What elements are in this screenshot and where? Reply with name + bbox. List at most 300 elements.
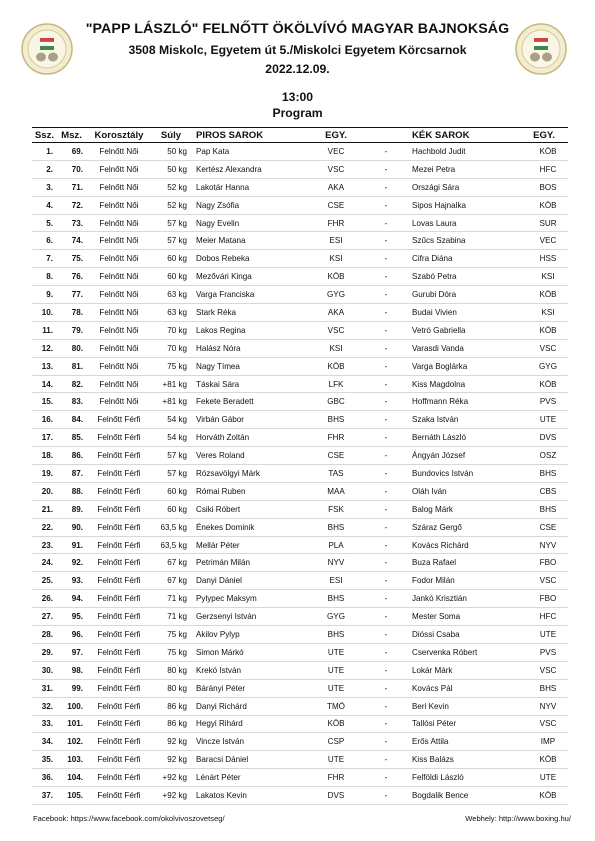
table-cell: - — [360, 661, 412, 679]
table-cell: CSP — [312, 733, 360, 751]
table-row — [32, 661, 568, 679]
table-cell: GYG — [520, 357, 568, 375]
table-cell: TMÖ — [312, 697, 360, 715]
table-cell: Rózsavölgyi Márk — [190, 465, 312, 483]
table-cell: Dobos Rebeka — [190, 250, 312, 268]
table-cell: 16. — [32, 411, 57, 429]
table-cell: GYG — [312, 608, 360, 626]
table-cell: Virbán Gábor — [190, 411, 312, 429]
table-cell: 4. — [32, 196, 57, 214]
table-cell: Bárányi Péter — [190, 679, 312, 697]
table-cell: Felnőtt Női — [86, 304, 152, 322]
table-cell: Lakatos Kevin — [190, 787, 312, 805]
table-cell: 85. — [57, 429, 86, 447]
table-cell: CSE — [520, 518, 568, 536]
table-cell: 20. — [32, 482, 57, 500]
table-cell: 50 kg — [152, 143, 190, 161]
table-cell: BHS — [520, 679, 568, 697]
table-cell: Dióssi Csaba — [412, 626, 520, 644]
table-cell: 67 kg — [152, 554, 190, 572]
table-cell: Felnőtt Férfi — [86, 429, 152, 447]
table-row — [32, 447, 568, 465]
table-row — [32, 518, 568, 536]
table-cell: Hachbold Judit — [412, 143, 520, 161]
table-cell: Felnőtt Női — [86, 196, 152, 214]
table-cell: BHS — [312, 590, 360, 608]
table-row — [32, 590, 568, 608]
table-cell: Száraz Gergő — [412, 518, 520, 536]
table-cell: 98. — [57, 661, 86, 679]
table-cell: - — [360, 572, 412, 590]
table-cell: - — [360, 429, 412, 447]
table-cell: 82. — [57, 375, 86, 393]
table-cell: 70 kg — [152, 321, 190, 339]
table-cell: PVS — [520, 393, 568, 411]
table-cell: 52 kg — [152, 196, 190, 214]
table-cell: IMP — [520, 733, 568, 751]
table-cell: Felnőtt Férfi — [86, 536, 152, 554]
table-cell: - — [360, 500, 412, 518]
table-row — [32, 268, 568, 286]
table-cell: Felnőtt Férfi — [86, 769, 152, 787]
table-cell: KÖB — [520, 143, 568, 161]
table-cell: Vetró Gabriella — [412, 321, 520, 339]
table-cell: 76. — [57, 268, 86, 286]
column-header: Ssz. — [32, 128, 57, 143]
table-cell: - — [360, 769, 412, 787]
table-cell: 74. — [57, 232, 86, 250]
table-cell: 94. — [57, 590, 86, 608]
table-cell: 3. — [32, 178, 57, 196]
table-cell: AKA — [312, 178, 360, 196]
table-cell: 27. — [32, 608, 57, 626]
table-row — [32, 500, 568, 518]
table-cell: Lénárt Péter — [190, 769, 312, 787]
table-cell: 102. — [57, 733, 86, 751]
table-cell: 28. — [32, 626, 57, 644]
column-header — [360, 128, 412, 143]
table-cell: Felnőtt Férfi — [86, 447, 152, 465]
table-cell: 35. — [32, 751, 57, 769]
table-cell: 37. — [32, 787, 57, 805]
table-cell: Felnőtt Férfi — [86, 679, 152, 697]
table-row — [32, 178, 568, 196]
table-cell: Felnőtt Férfi — [86, 500, 152, 518]
table-cell: Mellár Péter — [190, 536, 312, 554]
table-cell: CSE — [312, 447, 360, 465]
table-cell: Szabó Petra — [412, 268, 520, 286]
table-cell: - — [360, 518, 412, 536]
table-cell: 24. — [32, 554, 57, 572]
column-header: EGY. — [520, 128, 568, 143]
table-cell: - — [360, 465, 412, 483]
table-cell: 60 kg — [152, 250, 190, 268]
table-cell: Mezei Petra — [412, 160, 520, 178]
table-cell: 75 kg — [152, 626, 190, 644]
table-cell: Kertész Alexandra — [190, 160, 312, 178]
column-header: KÉK SAROK — [412, 128, 520, 143]
table-row — [32, 787, 568, 805]
table-cell: Szűcs Szabina — [412, 232, 520, 250]
table-cell: - — [360, 250, 412, 268]
table-cell: Veres Roland — [190, 447, 312, 465]
table-cell: Felnőtt Férfi — [86, 482, 152, 500]
table-cell: - — [360, 679, 412, 697]
table-cell: KÖB — [520, 787, 568, 805]
table-cell: 2. — [32, 160, 57, 178]
table-cell: Nagy Evelin — [190, 214, 312, 232]
table-cell: VSC — [520, 715, 568, 733]
table-cell: ESI — [312, 232, 360, 250]
table-cell: 86 kg — [152, 715, 190, 733]
table-cell: 54 kg — [152, 411, 190, 429]
table-cell: Pylypec Maksym — [190, 590, 312, 608]
table-cell: UTE — [312, 661, 360, 679]
table-cell: Felnőtt Női — [86, 393, 152, 411]
table-cell: 17. — [32, 429, 57, 447]
table-cell: 1. — [32, 143, 57, 161]
table-cell: Felnőtt Női — [86, 143, 152, 161]
table-cell: Ángyán József — [412, 447, 520, 465]
table-cell: FHR — [312, 214, 360, 232]
table-cell: 57 kg — [152, 214, 190, 232]
table-cell: 52 kg — [152, 178, 190, 196]
table-cell: Meier Matana — [190, 232, 312, 250]
table-cell: 93. — [57, 572, 86, 590]
table-cell: 60 kg — [152, 500, 190, 518]
table-cell: 63 kg — [152, 286, 190, 304]
table-cell: Baracsi Dániel — [190, 751, 312, 769]
table-cell: 23. — [32, 536, 57, 554]
table-cell: - — [360, 536, 412, 554]
table-cell: 96. — [57, 626, 86, 644]
table-cell: PVS — [520, 643, 568, 661]
table-cell: 80 kg — [152, 679, 190, 697]
table-cell: UTE — [312, 643, 360, 661]
table-cell: KÖB — [312, 357, 360, 375]
table-cell: Bogdalik Bence — [412, 787, 520, 805]
table-cell: Lokár Márk — [412, 661, 520, 679]
table-cell: DVS — [520, 429, 568, 447]
table-cell: PLA — [312, 536, 360, 554]
table-cell: KÖB — [520, 321, 568, 339]
table-cell: Hegyi Rihárd — [190, 715, 312, 733]
table-cell: 75. — [57, 250, 86, 268]
table-cell: UTE — [520, 769, 568, 787]
table-row — [32, 643, 568, 661]
table-cell: Beri Kevin — [412, 697, 520, 715]
table-cell: Szaka István — [412, 411, 520, 429]
table-cell: 6. — [32, 232, 57, 250]
table-cell: VSC — [520, 339, 568, 357]
table-cell: 79. — [57, 321, 86, 339]
table-cell: - — [360, 751, 412, 769]
table-row — [32, 626, 568, 644]
table-cell: Mezővári Kinga — [190, 268, 312, 286]
table-cell: 71 kg — [152, 590, 190, 608]
table-cell: 91. — [57, 536, 86, 554]
table-cell: KÖB — [520, 375, 568, 393]
table-cell: UTE — [520, 626, 568, 644]
table-cell: Énekes Dominik — [190, 518, 312, 536]
table-row — [32, 769, 568, 787]
table-cell: HFC — [520, 160, 568, 178]
table-cell: OSZ — [520, 447, 568, 465]
table-cell: Felnőtt Férfi — [86, 715, 152, 733]
table-cell: Felnőtt Női — [86, 357, 152, 375]
table-cell: Felnőtt Férfi — [86, 411, 152, 429]
table-cell: VSC — [520, 572, 568, 590]
table-cell: Tallósi Péter — [412, 715, 520, 733]
table-cell: 77. — [57, 286, 86, 304]
table-cell: 95. — [57, 608, 86, 626]
table-cell: Felnőtt Női — [86, 232, 152, 250]
table-cell: - — [360, 143, 412, 161]
table-cell: 21. — [32, 500, 57, 518]
table-row — [32, 232, 568, 250]
table-cell: 99. — [57, 679, 86, 697]
table-cell: 63 kg — [152, 304, 190, 322]
table-cell: Felnőtt Férfi — [86, 751, 152, 769]
table-cell: 86. — [57, 447, 86, 465]
table-cell: 67 kg — [152, 572, 190, 590]
table-row — [32, 751, 568, 769]
table-cell: BHS — [312, 626, 360, 644]
table-row — [32, 715, 568, 733]
table-cell: 36. — [32, 769, 57, 787]
table-cell: Lovas Laura — [412, 214, 520, 232]
table-cell: Felnőtt Férfi — [86, 572, 152, 590]
table-cell: Felnőtt Női — [86, 214, 152, 232]
table-cell: VSC — [312, 160, 360, 178]
table-cell: Felnőtt Női — [86, 339, 152, 357]
table-cell: 80 kg — [152, 661, 190, 679]
table-cell: Felnőtt Férfi — [86, 608, 152, 626]
table-cell: Cifra Diána — [412, 250, 520, 268]
table-cell: GYG — [312, 286, 360, 304]
table-cell: 63,5 kg — [152, 536, 190, 554]
table-cell: KÖB — [312, 268, 360, 286]
table-cell: - — [360, 643, 412, 661]
table-cell: +81 kg — [152, 393, 190, 411]
table-row — [32, 250, 568, 268]
table-cell: 80. — [57, 339, 86, 357]
table-cell: Felnőtt Női — [86, 286, 152, 304]
table-cell: Országi Sára — [412, 178, 520, 196]
table-cell: Felnőtt Férfi — [86, 590, 152, 608]
table-cell: 87. — [57, 465, 86, 483]
table-cell: 50 kg — [152, 160, 190, 178]
table-cell: 101. — [57, 715, 86, 733]
table-cell: 29. — [32, 643, 57, 661]
table-cell: Oláh Iván — [412, 482, 520, 500]
table-cell: 105. — [57, 787, 86, 805]
table-cell: - — [360, 787, 412, 805]
table-cell: 25. — [32, 572, 57, 590]
table-cell: Vincze István — [190, 733, 312, 751]
table-row — [32, 608, 568, 626]
table-cell: LFK — [312, 375, 360, 393]
column-header: Korosztály — [86, 128, 152, 143]
table-row — [32, 429, 568, 447]
table-cell: KÖB — [520, 196, 568, 214]
table-cell: 83. — [57, 393, 86, 411]
table-cell: VEC — [312, 143, 360, 161]
table-cell: - — [360, 321, 412, 339]
table-cell: - — [360, 447, 412, 465]
table-cell: Táskai Sára — [190, 375, 312, 393]
table-cell: 75 kg — [152, 643, 190, 661]
table-cell: 92. — [57, 554, 86, 572]
table-cell: - — [360, 232, 412, 250]
table-row — [32, 393, 568, 411]
table-cell: BHS — [520, 465, 568, 483]
table-row — [32, 697, 568, 715]
table-cell: - — [360, 339, 412, 357]
table-cell: - — [360, 214, 412, 232]
table-cell: - — [360, 554, 412, 572]
table-cell: Bernáth László — [412, 429, 520, 447]
table-cell: Varasdi Vanda — [412, 339, 520, 357]
table-cell: Felnőtt Férfi — [86, 518, 152, 536]
table-cell: ESI — [312, 572, 360, 590]
column-header: EGY. — [312, 128, 360, 143]
table-cell: 30. — [32, 661, 57, 679]
table-cell: HFC — [520, 608, 568, 626]
table-cell: Krekó István — [190, 661, 312, 679]
table-cell: Felnőtt Női — [86, 250, 152, 268]
table-cell: SUR — [520, 214, 568, 232]
table-cell: VSC — [520, 661, 568, 679]
table-cell: Halász Nóra — [190, 339, 312, 357]
table-cell: Felföldi László — [412, 769, 520, 787]
table-cell: 13. — [32, 357, 57, 375]
table-cell: +92 kg — [152, 787, 190, 805]
table-cell: 81. — [57, 357, 86, 375]
table-cell: 15. — [32, 393, 57, 411]
table-cell: Jankó Krisztián — [412, 590, 520, 608]
table-row — [32, 482, 568, 500]
table-cell: Felnőtt Férfi — [86, 733, 152, 751]
table-cell: CSE — [312, 196, 360, 214]
table-cell: 14. — [32, 375, 57, 393]
table-cell: Kovács Pál — [412, 679, 520, 697]
table-cell: 104. — [57, 769, 86, 787]
table-cell: DVS — [312, 787, 360, 805]
session-time: 13:00 — [281, 90, 314, 104]
title-block — [80, 20, 515, 78]
venue-address: 3508 Miskolc, Egyetem út 5./Miskolci Egyetem Körcsarnok — [128, 43, 467, 57]
table-row — [32, 411, 568, 429]
table-cell: FBO — [520, 554, 568, 572]
table-cell: FHR — [312, 769, 360, 787]
table-cell: Felnőtt Női — [86, 178, 152, 196]
table-cell: - — [360, 697, 412, 715]
table-cell: 73. — [57, 214, 86, 232]
column-header: Súly — [152, 128, 190, 143]
table-cell: Simon Márkó — [190, 643, 312, 661]
table-cell: Hoffmann Réka — [412, 393, 520, 411]
table-cell: 60 kg — [152, 268, 190, 286]
table-cell: 5. — [32, 214, 57, 232]
table-cell: VEC — [520, 232, 568, 250]
table-cell: Bundovics István — [412, 465, 520, 483]
table-cell: - — [360, 304, 412, 322]
table-cell: Gurubi Dóra — [412, 286, 520, 304]
table-cell: KSI — [312, 339, 360, 357]
table-row — [32, 143, 568, 161]
table-row — [32, 304, 568, 322]
table-cell: Felnőtt Férfi — [86, 661, 152, 679]
table-cell: 57 kg — [152, 447, 190, 465]
table-cell: KSI — [520, 304, 568, 322]
table-cell: VSC — [312, 321, 360, 339]
table-cell: 18. — [32, 447, 57, 465]
program-heading: Program — [272, 106, 323, 120]
table-cell: Pap Kata — [190, 143, 312, 161]
table-cell: - — [360, 160, 412, 178]
table-cell: 31. — [32, 679, 57, 697]
table-cell: Kovács Richárd — [412, 536, 520, 554]
table-row — [32, 733, 568, 751]
table-cell: FSK — [312, 500, 360, 518]
table-cell: HSS — [520, 250, 568, 268]
table-cell: GBC — [312, 393, 360, 411]
table-row — [32, 214, 568, 232]
emblem-icon — [514, 22, 568, 76]
table-cell: - — [360, 196, 412, 214]
table-cell: TAS — [312, 465, 360, 483]
table-cell: Felnőtt Női — [86, 375, 152, 393]
table-cell: 78. — [57, 304, 86, 322]
table-cell: 72. — [57, 196, 86, 214]
table-row — [32, 196, 568, 214]
table-cell: Buza Rafael — [412, 554, 520, 572]
table-cell: KSI — [520, 268, 568, 286]
table-cell: 70. — [57, 160, 86, 178]
table-cell: Fodor Milán — [412, 572, 520, 590]
table-cell: Felnőtt Női — [86, 321, 152, 339]
table-cell: 103. — [57, 751, 86, 769]
table-cell: Felnőtt Női — [86, 268, 152, 286]
table-cell: - — [360, 626, 412, 644]
table-cell: Kiss Balázs — [412, 751, 520, 769]
table-cell: Danyi Richárd — [190, 697, 312, 715]
bout-table — [32, 127, 568, 805]
table-cell: 100. — [57, 697, 86, 715]
table-header-row — [32, 128, 568, 143]
footer-facebook: Facebook: https://www.facebook.com/okolvivoszovetseg/ — [33, 814, 225, 823]
emblem-icon — [20, 22, 74, 76]
column-header: PIROS SAROK — [190, 128, 312, 143]
event-date: 2022.12.09. — [265, 62, 330, 76]
table-row — [32, 357, 568, 375]
table-cell: KÖB — [520, 751, 568, 769]
table-cell: 90. — [57, 518, 86, 536]
table-cell: FHR — [312, 429, 360, 447]
table-cell: 60 kg — [152, 482, 190, 500]
table-cell: +81 kg — [152, 375, 190, 393]
table-cell: 19. — [32, 465, 57, 483]
table-cell: Sipos Hajnalka — [412, 196, 520, 214]
table-cell: Felnőtt Férfi — [86, 554, 152, 572]
table-cell: Lakos Regina — [190, 321, 312, 339]
table-cell: +92 kg — [152, 769, 190, 787]
championship-title: "PAPP LÁSZLÓ" FELNŐTT ÖKÖLVÍVÓ MAGYAR BAJNOKSÁG — [85, 21, 510, 37]
table-cell: 32. — [32, 697, 57, 715]
table-cell: Mester Soma — [412, 608, 520, 626]
table-cell: Nagy Zsófia — [190, 196, 312, 214]
